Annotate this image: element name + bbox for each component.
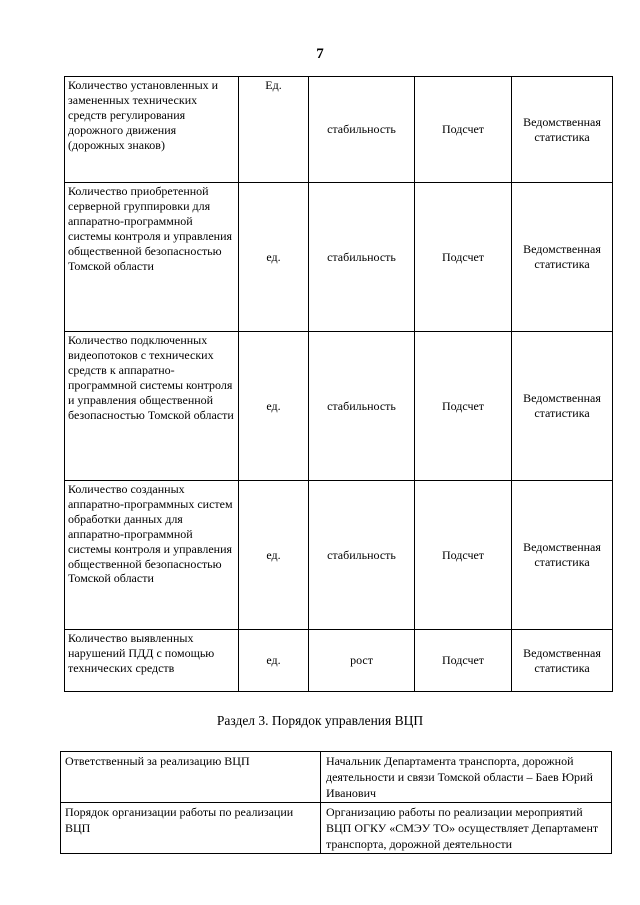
indicator-dynamics: рост [309, 630, 415, 692]
table-row [65, 77, 613, 183]
indicator-dynamics: стабильность [309, 77, 415, 183]
indicator-name: Количество подключенных видеопотоков с технических средств к аппаратно-программной системы контроля и управления общественной безопасностью Томской области [65, 332, 239, 481]
indicator-method: Подсчет [415, 77, 512, 183]
indicator-unit: Ед. [239, 77, 309, 183]
management-value: Организацию работы по реализации мероприятий ВЦП ОГКУ «СМЭУ ТО» осуществляет Департамент транспорта, дорожной деятельности [321, 803, 612, 854]
indicator-source: Ведомственная статистика [512, 77, 613, 183]
table-row [65, 332, 613, 481]
management-label: Ответственный за реализацию ВЦП [61, 752, 321, 803]
indicator-dynamics: стабильность [309, 332, 415, 481]
indicator-name: Количество созданных аппаратно-программных систем обработки данных для аппаратно-программной системы контроля и управления общественной безопасностью Томской области [65, 481, 239, 630]
indicators-table [64, 76, 613, 692]
management-label: Порядок организации работы по реализации ВЦП [61, 803, 321, 854]
table-row [61, 752, 612, 803]
indicator-unit: ед. [239, 332, 309, 481]
table-row [65, 481, 613, 630]
indicator-unit: ед. [239, 630, 309, 692]
indicator-method: Подсчет [415, 183, 512, 332]
indicator-name: Количество выявленных нарушений ПДД с помощью технических средств [65, 630, 239, 692]
indicator-name: Количество приобретенной серверной группировки для аппаратно-программной системы контроля и управления общественной безопасностью Томской области [65, 183, 239, 332]
table-row [65, 183, 613, 332]
indicator-method: Подсчет [415, 630, 512, 692]
indicator-name: Количество установленных и замененных технических средств регулирования дорожного движения (дорожных знаков) [65, 77, 239, 183]
indicator-source: Ведомственная статистика [512, 332, 613, 481]
indicator-source: Ведомственная статистика [512, 183, 613, 332]
indicator-method: Подсчет [415, 481, 512, 630]
page-number: 7 [316, 46, 324, 62]
table-row [65, 630, 613, 692]
management-value: Начальник Департамента транспорта, дорожной деятельности и связи Томской области – Баев Юрий Иванович [321, 752, 612, 803]
indicator-dynamics: стабильность [309, 183, 415, 332]
indicator-method: Подсчет [415, 332, 512, 481]
management-table [60, 751, 612, 854]
indicator-dynamics: стабильность [309, 481, 415, 630]
indicator-unit: ед. [239, 481, 309, 630]
indicator-source: Ведомственная статистика [512, 481, 613, 630]
section-title: Раздел 3. Порядок управления ВЦП [216, 713, 424, 728]
indicator-source: Ведомственная статистика [512, 630, 613, 692]
table-row [61, 803, 612, 854]
indicator-unit: ед. [239, 183, 309, 332]
